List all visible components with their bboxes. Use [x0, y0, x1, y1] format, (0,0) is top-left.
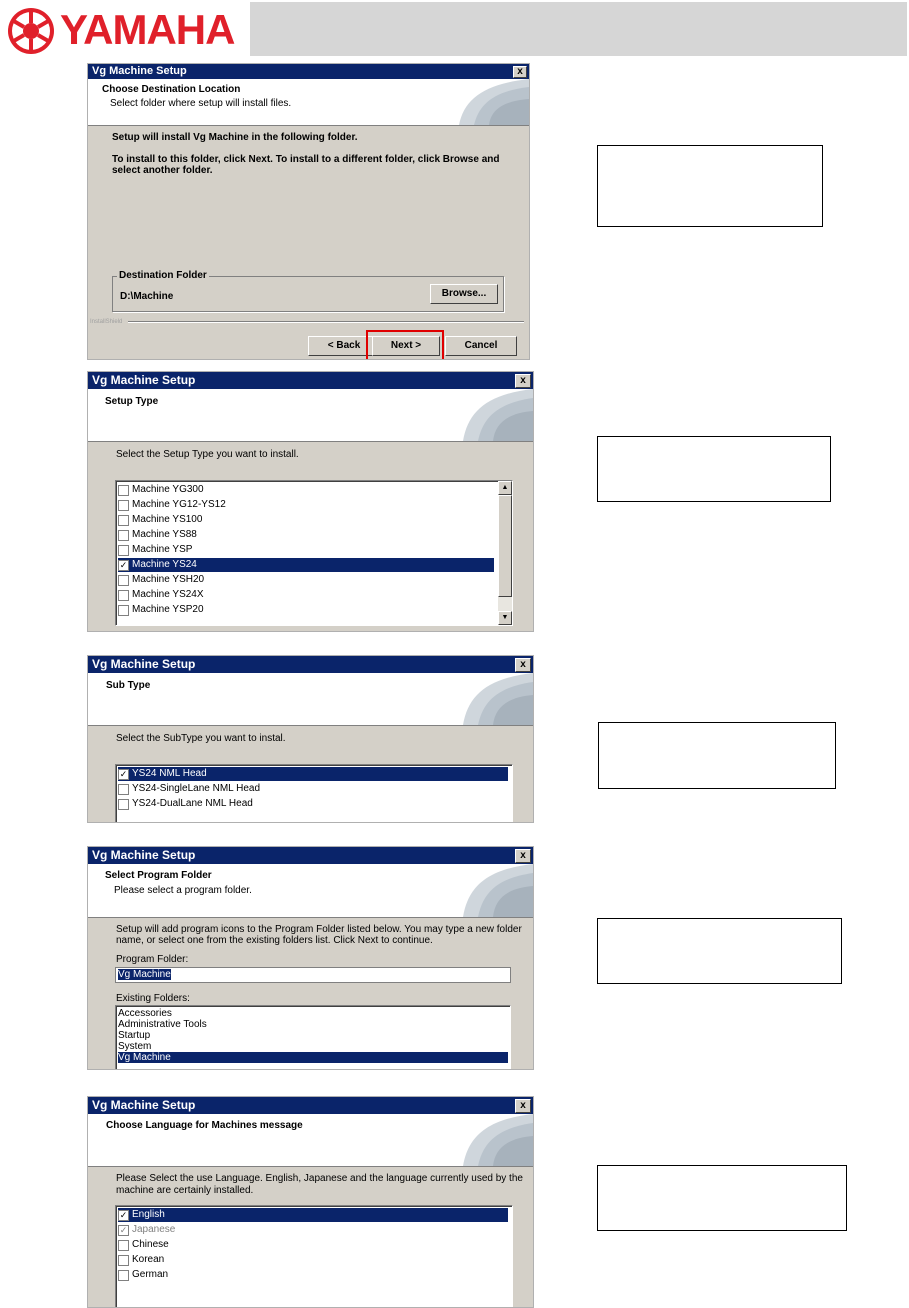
info-line-1: Setup will install Vg Machine in the following folder.	[112, 132, 358, 143]
list-item[interactable]	[118, 1030, 508, 1041]
item-label: Administrative Tools	[118, 1019, 207, 1030]
list-item[interactable]	[118, 797, 508, 811]
next-button[interactable]: Next >	[372, 336, 440, 356]
list-item[interactable]	[118, 1019, 508, 1030]
annotation-box	[597, 918, 842, 984]
header-title: Select Program Folder	[105, 870, 212, 881]
folder-path: D:\Machine	[120, 291, 174, 302]
prompt-text: Select the Setup Type you want to install.	[116, 449, 299, 460]
list-item-selected[interactable]	[118, 558, 494, 572]
title-bar	[88, 1097, 533, 1114]
checkbox[interactable]	[118, 590, 129, 601]
checkbox[interactable]	[118, 605, 129, 616]
list-item[interactable]	[118, 1041, 508, 1052]
info-line-2: machine are certainly installed.	[116, 1185, 254, 1196]
header-title: Sub Type	[106, 680, 151, 691]
dialog-header	[88, 79, 529, 126]
list-item-disabled	[118, 1223, 508, 1237]
info-line-2: name, or select one from the existing folders list. Click Next to continue.	[116, 935, 433, 946]
program-folder-input[interactable]: Vg Machine	[115, 967, 511, 983]
checkbox[interactable]	[118, 799, 129, 810]
dialog-header	[88, 864, 533, 918]
window-title: Vg Machine Setup	[92, 657, 196, 671]
yamaha-logo	[2, 2, 248, 58]
scroll-thumb[interactable]	[498, 495, 512, 597]
list-item[interactable]	[118, 513, 494, 527]
close-icon[interactable]: x	[515, 374, 531, 388]
title-bar	[88, 847, 533, 864]
checkbox[interactable]	[118, 500, 129, 511]
header-subtitle: Please select a program folder.	[114, 885, 252, 896]
footer-divider	[128, 321, 524, 323]
dialog-setup-type	[87, 371, 534, 632]
item-label: Machine YSH20	[132, 574, 205, 585]
list-item[interactable]	[118, 1253, 508, 1267]
item-label: Machine YS24X	[132, 589, 204, 600]
checkbox[interactable]	[118, 1240, 129, 1251]
dialog-destination	[87, 63, 530, 360]
group-label: Destination Folder	[119, 270, 207, 281]
list-item[interactable]	[118, 528, 494, 542]
browse-button[interactable]: Browse...	[430, 284, 498, 304]
list-item-selected[interactable]	[118, 1052, 508, 1063]
vertical-scrollbar[interactable]	[498, 481, 512, 625]
item-label: System	[118, 1041, 152, 1052]
installshield-face-icon	[433, 389, 533, 441]
dialog-header	[88, 1114, 533, 1167]
window-title: Vg Machine Setup	[92, 1098, 196, 1112]
checkbox[interactable]	[118, 515, 129, 526]
setup-type-list[interactable]	[115, 480, 513, 626]
info-line-3: select another folder.	[112, 165, 213, 176]
checkbox[interactable]	[118, 530, 129, 541]
item-label: Machine YSP20	[132, 604, 204, 615]
cancel-button[interactable]: Cancel	[445, 336, 517, 356]
installshield-face-icon	[433, 673, 533, 725]
title-bar	[88, 64, 529, 79]
header-subtitle: Select folder where setup will install files.	[110, 98, 292, 109]
item-label: Machine YG12-YS12	[132, 499, 226, 510]
title-bar	[88, 372, 533, 389]
list-item[interactable]	[118, 1238, 508, 1252]
item-label: YS24-SingleLane NML Head	[132, 783, 261, 794]
window-title: Vg Machine Setup	[92, 848, 196, 862]
annotation-box	[597, 1165, 847, 1231]
window-title: Vg Machine Setup	[92, 65, 187, 77]
list-item[interactable]	[118, 483, 494, 497]
annotation-box	[597, 436, 831, 502]
item-label: Accessories	[118, 1008, 172, 1019]
installshield-face-icon	[433, 1114, 533, 1166]
list-item[interactable]	[118, 1008, 508, 1019]
existing-folders-label: Existing Folders:	[116, 993, 190, 1004]
installshield-face-icon	[433, 864, 533, 917]
scroll-down-icon[interactable]: ▼	[498, 611, 512, 625]
annotation-box	[598, 722, 836, 789]
language-list[interactable]	[115, 1205, 513, 1308]
header-bar	[250, 2, 907, 56]
item-label: Japanese	[132, 1224, 176, 1235]
item-label: Machine YSP	[132, 544, 193, 555]
checkbox[interactable]	[118, 784, 129, 795]
item-label: Startup	[118, 1030, 151, 1041]
list-item[interactable]	[118, 1268, 508, 1282]
dialog-language	[87, 1096, 534, 1308]
item-label: Machine YG300	[132, 484, 204, 495]
header-title: Choose Destination Location	[102, 84, 241, 95]
list-item-selected[interactable]	[118, 1208, 508, 1222]
existing-folders-list[interactable]	[115, 1005, 511, 1070]
close-icon[interactable]: x	[515, 1099, 531, 1113]
checkbox[interactable]	[118, 1255, 129, 1266]
close-icon[interactable]: x	[515, 658, 531, 672]
item-label: YS24 NML Head	[132, 768, 207, 779]
checkbox[interactable]	[118, 575, 129, 586]
header-title: Choose Language for Machines message	[106, 1120, 303, 1131]
checkbox[interactable]	[118, 1270, 129, 1281]
item-label: Vg Machine	[118, 1052, 171, 1063]
list-item[interactable]	[118, 498, 494, 512]
dialog-header	[88, 389, 533, 442]
close-icon[interactable]: x	[513, 66, 527, 78]
list-item[interactable]	[118, 543, 494, 557]
installshield-face-icon	[429, 79, 529, 125]
program-folder-label: Program Folder:	[116, 954, 189, 965]
item-label: Machine YS100	[132, 514, 203, 525]
item-label: English	[132, 1209, 165, 1220]
checkbox[interactable]	[118, 485, 129, 496]
sub-type-list[interactable]	[115, 764, 513, 823]
window-title: Vg Machine Setup	[92, 373, 196, 387]
item-label: Machine YS24	[132, 559, 197, 570]
list-item[interactable]	[118, 603, 494, 617]
header-title: Setup Type	[105, 396, 159, 407]
next-highlight-box	[366, 330, 444, 360]
back-button[interactable]: < Back	[308, 336, 380, 356]
info-line-1: Please Select the use Language. English, Japanese and the language currently used by the	[116, 1173, 523, 1184]
info-line-1: Setup will add program icons to the Program Folder listed below. You may type a new folder	[116, 924, 522, 935]
prompt-text: Select the SubType you want to instal.	[116, 733, 286, 744]
item-label: Korean	[132, 1254, 165, 1265]
checkbox[interactable]	[118, 545, 129, 556]
item-label: German	[132, 1269, 169, 1280]
dialog-program-folder	[87, 846, 534, 1070]
info-line-2: To install to this folder, click Next. To install to a different folder, click Browse and	[112, 154, 500, 165]
logo-wordmark: YAMAHA	[60, 6, 235, 53]
list-item[interactable]	[118, 588, 494, 602]
installshield-label: InstallShield	[90, 319, 123, 325]
list-item-selected[interactable]	[118, 767, 508, 781]
checkbox-checked: ✓	[119, 1224, 128, 1235]
annotation-box	[597, 145, 823, 227]
item-label: YS24-DualLane NML Head	[132, 798, 253, 809]
item-label: Chinese	[132, 1239, 169, 1250]
dialog-sub-type	[87, 655, 534, 823]
tuning-fork-emblem-icon	[4, 6, 58, 56]
checkbox-checked[interactable]: ✓	[119, 559, 128, 570]
checkbox-checked[interactable]: ✓	[119, 768, 128, 779]
close-icon[interactable]: x	[515, 849, 531, 863]
list-item[interactable]	[118, 573, 494, 587]
scroll-up-icon[interactable]: ▲	[498, 481, 512, 495]
dialog-header	[88, 673, 533, 726]
title-bar	[88, 656, 533, 673]
checkbox-checked[interactable]: ✓	[119, 1209, 128, 1220]
list-item[interactable]	[118, 782, 508, 796]
item-label: Machine YS88	[132, 529, 197, 540]
